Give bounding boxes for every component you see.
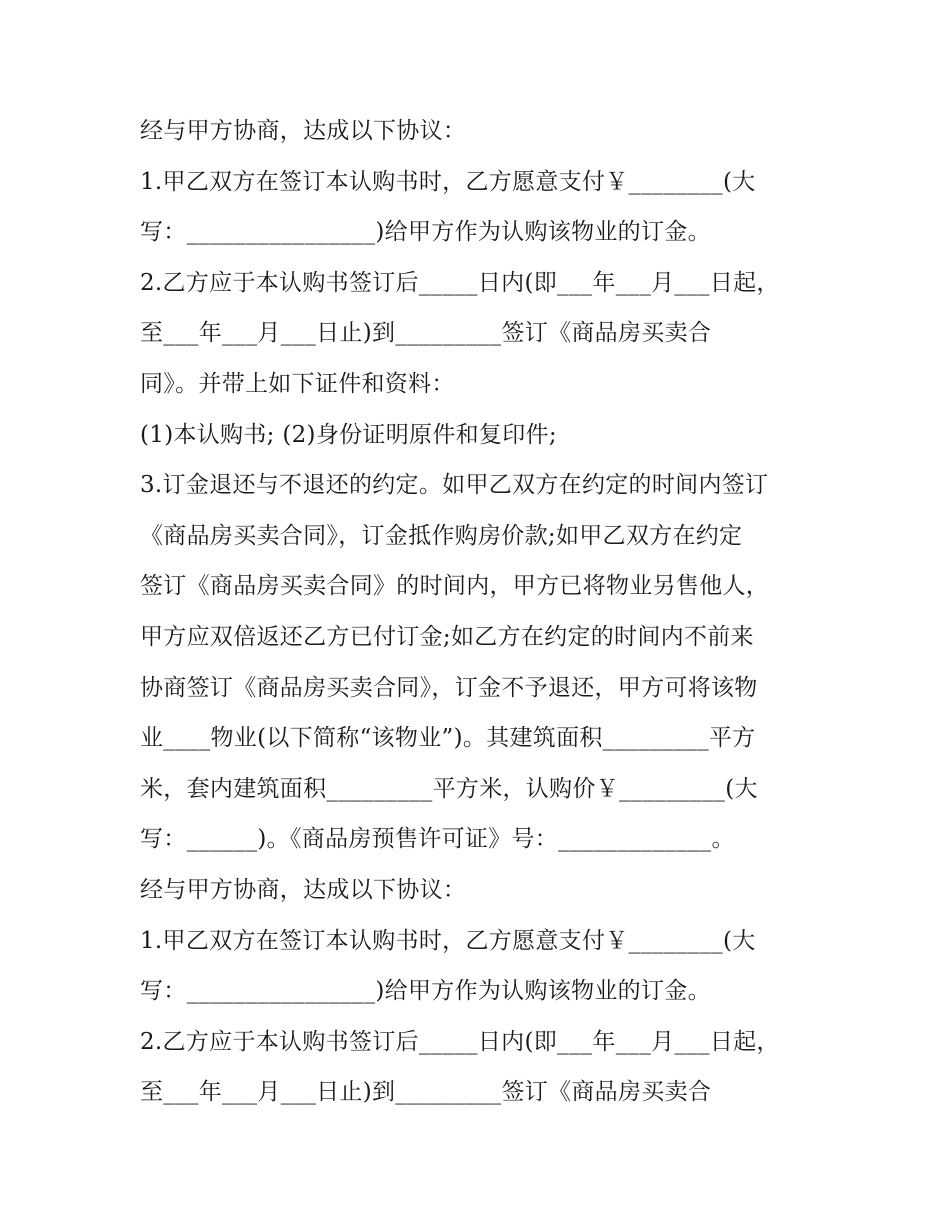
text-line: 写：______)。《商品房预售许可证》号：_____________。 [140, 826, 735, 853]
text-line: (1)本认购书; (2)身份证明原件和复印件; [140, 421, 557, 448]
text-line: 写：________________)给甲方作为认购该物业的订金。 [140, 219, 711, 246]
text-line: 2.乙方应于本认购书签订后_____日内(即___年___月___日起， [140, 269, 780, 296]
text-line: 业____物业(以下简称“该物业”)。其建筑面积_________平方 [140, 725, 756, 752]
text-line: 《商品房买卖合同》，订金抵作购房价款;如甲乙双方在约定 [140, 522, 743, 549]
text-line: 米，套内建筑面积_________平方米，认购价￥_________(大 [140, 775, 758, 802]
text-line: 甲方应双倍返还乙方已付订金;如乙方在约定的时间内不前来 [140, 623, 754, 650]
text-line: 至___年___月___日止)到_________签订《商品房买卖合 [140, 1079, 712, 1106]
text-line: 1.甲乙双方在签订本认购书时，乙方愿意支付￥________(大 [140, 168, 756, 195]
document-body [140, 106, 820, 1118]
text-line: 经与甲方协商，达成以下协议： [140, 876, 467, 903]
text-line: 至___年___月___日止)到_________签订《商品房买卖合 [140, 320, 712, 347]
text-line: 签订《商品房买卖合同》的时间内，甲方已将物业另售他人， [140, 573, 770, 600]
text-line: 写：________________)给甲方作为认购该物业的订金。 [140, 978, 711, 1005]
text-line: 协商签订《商品房买卖合同》，订金不予退还，甲方可将该物 [140, 674, 758, 701]
text-line: 3.订金退还与不退还的约定。如甲乙双方在约定的时间内签订 [140, 472, 769, 499]
text-line: 经与甲方协商，达成以下协议： [140, 118, 467, 144]
text-line: 同》。并带上如下证件和资料： [140, 370, 455, 397]
text-line: 1.甲乙双方在签订本认购书时，乙方愿意支付￥________(大 [140, 927, 756, 954]
text-line: 2.乙方应于本认购书签订后_____日内(即___年___月___日起， [140, 1028, 780, 1055]
